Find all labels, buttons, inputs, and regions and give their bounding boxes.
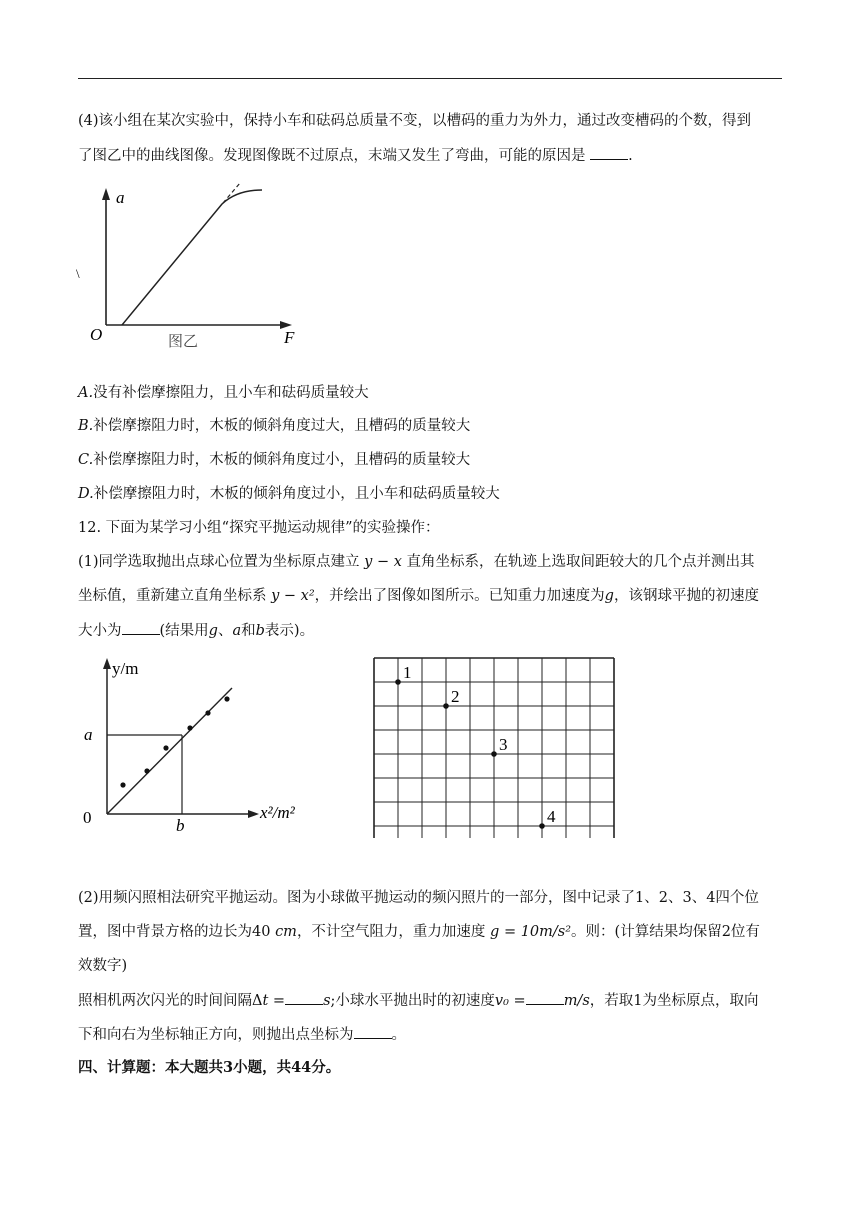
q12-p2-time-blank[interactable] bbox=[285, 990, 323, 1005]
q12-p2-coordinate-blank[interactable] bbox=[354, 1024, 392, 1039]
strobe-label-2: 2 bbox=[451, 687, 460, 706]
figure-yx-data-point bbox=[224, 696, 229, 701]
q12-p1-line3: 大小为 (结果用g、a和b表示)。 bbox=[78, 620, 314, 641]
figure-yi-y-arrow bbox=[102, 188, 110, 200]
figure-yx-y-label: y/m bbox=[112, 659, 139, 678]
strobe-point-1 bbox=[395, 679, 401, 685]
figure-yx-b-label: b bbox=[176, 816, 185, 835]
strobe-point-3 bbox=[491, 751, 497, 757]
q12-p1-line2: 坐标值，重新建立直角坐标系 y − x²，并绘出了图像如图所示。已知重力加速度为g，该钢球平抛的初速度 bbox=[78, 588, 759, 604]
figure-yx-data-point bbox=[205, 710, 210, 715]
figure-yx-data-point bbox=[120, 782, 125, 787]
q12-p2-line3: 效数字) bbox=[78, 958, 128, 974]
q12-stem: 12. 下面为某学习小组“探究平抛运动规律”的实验操作： bbox=[78, 520, 440, 536]
q4-answer-blank[interactable] bbox=[590, 145, 628, 160]
q4-line1: (4)该小组在某次实验中，保持小车和砝码总质量不变，以槽码的重力为外力，通过改变槽码的个数，得到 bbox=[78, 113, 752, 129]
option-a[interactable]: A.没有补偿摩擦阻力，且小车和砝码质量较大 bbox=[78, 385, 369, 401]
figure-strobe-grid bbox=[372, 656, 622, 838]
strobe-label-1: 1 bbox=[403, 663, 412, 682]
figure-yi-curve bbox=[122, 190, 262, 325]
figure-yx-y-arrow bbox=[103, 658, 111, 669]
figure-yi-origin-label: O bbox=[90, 325, 103, 344]
q12-p2-line2: 置，图中背景方格的边长为40 cm，不计空气阻力，重力加速度 g = 10m/s²。则：(计算结果均保留2位有 bbox=[78, 924, 760, 940]
q12-p1-answer-blank[interactable] bbox=[122, 620, 160, 635]
figure-yx-origin-label: 0 bbox=[83, 808, 92, 827]
strobe-label-4: 4 bbox=[547, 807, 556, 826]
strobe-label-3: 3 bbox=[499, 735, 508, 754]
q12-p2-line1: (2)用频闪照相法研究平抛运动。图为小球做平抛运动的频闪照片的一部分，图中记录了1、2、3、4四个位 bbox=[78, 890, 759, 906]
section-4-heading: 四、计算题：本大题共3小题，共44分。 bbox=[78, 1059, 341, 1076]
figure-yx-data-point bbox=[144, 768, 149, 773]
strobe-point-4 bbox=[539, 823, 545, 829]
strobe-point-2 bbox=[443, 703, 449, 709]
header-rule bbox=[78, 78, 782, 79]
q12-p2-line5: 下和向右为坐标轴正方向，则抛出点坐标为 。 bbox=[78, 1024, 406, 1045]
q12-p2-velocity-blank[interactable] bbox=[526, 990, 564, 1005]
figure-y-x2 bbox=[76, 654, 316, 840]
figure-yi-extension bbox=[223, 183, 240, 203]
option-b[interactable]: B.补偿摩擦阻力时，木板的倾斜角度过大，且槽码的质量较大 bbox=[78, 418, 471, 434]
figure-yi bbox=[72, 178, 312, 364]
figure-yx-a-label: a bbox=[84, 725, 93, 744]
q12-p2-line4: 照相机两次闪光的时间间隔Δt = s;小球水平抛出时的初速度v₀ = m/s，若取1为坐标原点，取向 bbox=[78, 990, 759, 1011]
figure-yx-x-label: x²/m² bbox=[260, 803, 295, 822]
q4-line2: 了图乙中的曲线图像。发现图像既不过原点，末端又发生了弯曲，可能的原因是 . bbox=[78, 145, 633, 166]
figure-yx-fit-line bbox=[107, 688, 232, 814]
figure-yi-y-label: a bbox=[116, 188, 125, 207]
figure-yx-x-arrow bbox=[248, 810, 259, 818]
figure-yi-x-label: F bbox=[284, 328, 295, 347]
figure-yx-data-point bbox=[187, 725, 192, 730]
option-c[interactable]: C.补偿摩擦阻力时，木板的倾斜角度过小，且槽码的质量较大 bbox=[78, 452, 471, 468]
option-d[interactable]: D.补偿摩擦阻力时，木板的倾斜角度过小，且小车和砝码质量较大 bbox=[78, 486, 500, 502]
q12-p1-line1: (1)同学选取抛出点球心位置为坐标原点建立 y − x 直角坐标系，在轨迹上选取间距较大的几个点并测出其 bbox=[78, 554, 755, 570]
figure-yi-stray-mark: \ bbox=[76, 266, 80, 281]
figure-yi-caption: 图乙 bbox=[168, 334, 199, 350]
figure-yx-data-point bbox=[163, 745, 168, 750]
